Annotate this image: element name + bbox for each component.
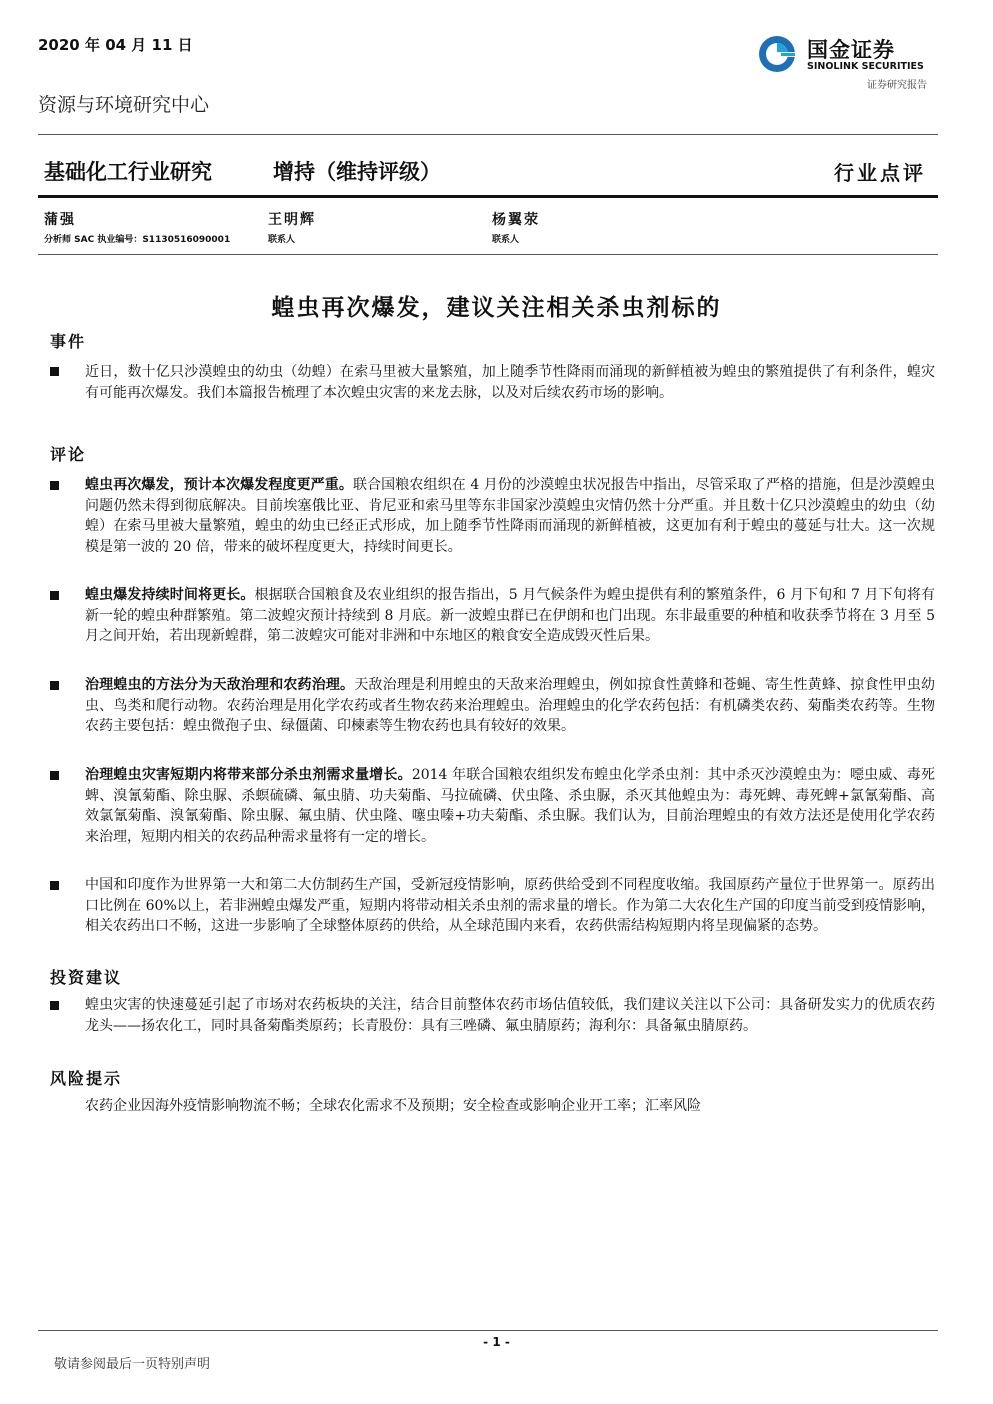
author-block (492, 209, 540, 245)
industry-label: 基础化工行业研究 (44, 160, 212, 184)
paragraph-lead: 治理蝗虫灾害短期内将带来部分杀虫剂需求量增长。 (85, 767, 412, 783)
logo-name-cn: 国金证券 (807, 38, 895, 62)
paragraph-body: 根据联合国粮食及农业组织的报告指出，5 月气候条件为蝗虫提供有利的繁殖条件，6 月下旬和 7 月下旬将有新一轮的蝗虫种群繁殖。第二波蝗灾预计持续到 8 月底。新一波蝗虫群已在伊朗和也门出现。东非最重要的种植和收获季节将在 3 月至 5 月之间开始，若出现新蝗群，第二波蝗灾可能对非洲和中东地区的粮食安全造成毁灭性后果。 (85, 587, 935, 644)
risk-paragraph: 农药企业因海外疫情影响物流不畅；全球农化需求不及预期；安全检查或影响企业开工率；汇率风险 (85, 1098, 701, 1114)
report-type-label: 行业点评 (834, 161, 926, 185)
section-heading-comment: 评论 (50, 445, 87, 464)
header-divider (38, 134, 938, 135)
paragraph-body: 联合国粮农组织在 4 月份的沙漠蝗虫状况报告中指出，尽管采取了严格的措施，但是沙漠蝗虫问题仍然未得到彻底解决。目前埃塞俄比亚、肯尼亚和索马里等东非国家沙漠蝗虫灾情仍然十分严重。并且数十亿只沙漠蝗虫的幼虫（幼蝗）在索马里被大量繁殖，蝗虫的幼虫已经正式形成，加上随季节性降雨而涌现的新鲜植被，这更加有利于蝗虫的蔓延与壮大。这一次规模是第一波的 20 倍，带来的破坏程度更大，持续时间更长。 (85, 477, 936, 555)
author-divider (38, 254, 938, 255)
author-block (44, 209, 230, 245)
author-name: 蒲强 (44, 212, 76, 228)
paragraph-lead: 蝗虫爆发持续时间将更长。 (85, 587, 255, 603)
section-heading-risk: 风险提示 (50, 1069, 123, 1088)
footer-divider (38, 1330, 938, 1331)
paragraph-lead: 蝗虫再次爆发，预计本次爆发程度更严重。 (85, 477, 353, 493)
author-role: 联系人 (492, 235, 520, 245)
bullet-marker (50, 481, 60, 491)
bullet-marker (50, 881, 60, 891)
section-heading-event: 事件 (50, 332, 87, 351)
comment-paragraph-3 (85, 675, 935, 737)
sinolink-logo-icon (757, 34, 797, 74)
invest-paragraph: 蝗虫灾害的快速蔓延引起了市场对农药板块的关注，结合目前整体农药市场估值较低，我们建议关注以下公司：具备研发实力的优质农药龙头——扬农化工，同时具备菊酯类原药；长青股份：具有三唑磷、氟虫腈原药；海利尔：具备氟虫腈原药。 (85, 997, 935, 1034)
author-name: 杨翼荥 (492, 212, 540, 228)
paragraph-body: 天敌治理是利用蝗虫的天敌来治理蝗虫，例如掠食性黄蜂和苍蝇、寄生性黄蜂、掠食性甲虫幼虫、鸟类和爬行动物。农药治理是用化学农药或者生物农药来治理蝗虫。治理蝗虫的化学农药包括：有机磷类农药、菊酯类农药等。生物农药主要包括：蝗虫微孢子虫、绿僵菌、印楝素等生物农药也具有较好的效果。 (85, 677, 936, 734)
comment-paragraph-5: 中国和印度作为世界第一大和第二大仿制药生产国，受新冠疫情影响，原药供给受到不同程度收缩。我国原药产量位于世界第一。原药出口比例在 60%以上，若非洲蝗虫爆发严重，短期内将带动相关杀虫剂的需求量的增长。作为第二大农化生产国的印度当前受到疫情影响，相关农药出口不畅，这进一步影响了全球整体原药的供给，从全球范围内来看，农药供需结构短期内将呈现偏紧的态势。 (85, 877, 935, 934)
header-bottom-rule (38, 195, 938, 198)
author-name: 王明辉 (268, 212, 316, 228)
rating-label: 增持（维持评级） (273, 160, 441, 184)
bullet-marker (50, 681, 60, 691)
report-date: 2020 年 04 月 11 日 (38, 36, 193, 54)
report-title: 蝗虫再次爆发，建议关注相关杀虫剂标的 (271, 294, 722, 321)
logo-subtitle: 证券研究报告 (867, 80, 927, 91)
bullet-marker (50, 367, 60, 377)
page-number: - 1 - (483, 1335, 510, 1349)
bullet-marker (50, 591, 60, 601)
bullet-marker (50, 1001, 60, 1011)
author-block (268, 209, 316, 245)
author-role: 联系人 (268, 235, 296, 245)
comment-paragraph-2 (85, 585, 935, 647)
comment-paragraph-1 (85, 475, 935, 557)
company-logo (757, 30, 947, 92)
section-heading-invest: 投资建议 (50, 968, 123, 987)
event-paragraph: 近日，数十亿只沙漠蝗虫的幼虫（幼蝗）在索马里被大量繁殖，加上随季节性降雨而涌现的新鲜植被为蝗虫的繁殖提供了有利条件，蝗灾有可能再次爆发。我们本篇报告梳理了本次蝗虫灾害的来龙去脉，以及对后续农药市场的影响。 (85, 364, 935, 401)
paragraph-lead: 治理蝗虫的方法分为天敌治理和农药治理。 (85, 677, 355, 693)
paragraph-body: 2014 年联合国粮农组织发布蝗虫化学杀虫剂：其中杀灭沙漠蝗虫为：噁虫威、毒死蜱、溴氰菊酯、除虫脲、杀螟硫磷、氟虫腈、功夫菊酯、马拉硫磷、伏虫隆、杀虫脲，杀灭其他蝗虫为：毒死蜱、毒死蜱+氯氰菊酯、高效氯氰菊酯、溴氰菊酯、除虫脲、氟虫腈、伏虫隆、噻虫嗪+功夫菊酯、杀虫脲。我们认为，目前治理蝗虫的有效方法还是使用化学农药来治理，短期内相关的农药品种需求量将有一定的增长。 (85, 767, 936, 845)
bullet-marker (50, 771, 60, 781)
author-role: 分析师 SAC 执业编号：S1130516090001 (44, 235, 231, 245)
comment-paragraph-4 (85, 765, 935, 847)
logo-name-en: SINOLINK SECURITIES (807, 61, 924, 72)
footer-disclaimer: 敬请参阅最后一页特别声明 (54, 1357, 211, 1372)
research-department: 资源与环境研究中心 (38, 94, 210, 116)
